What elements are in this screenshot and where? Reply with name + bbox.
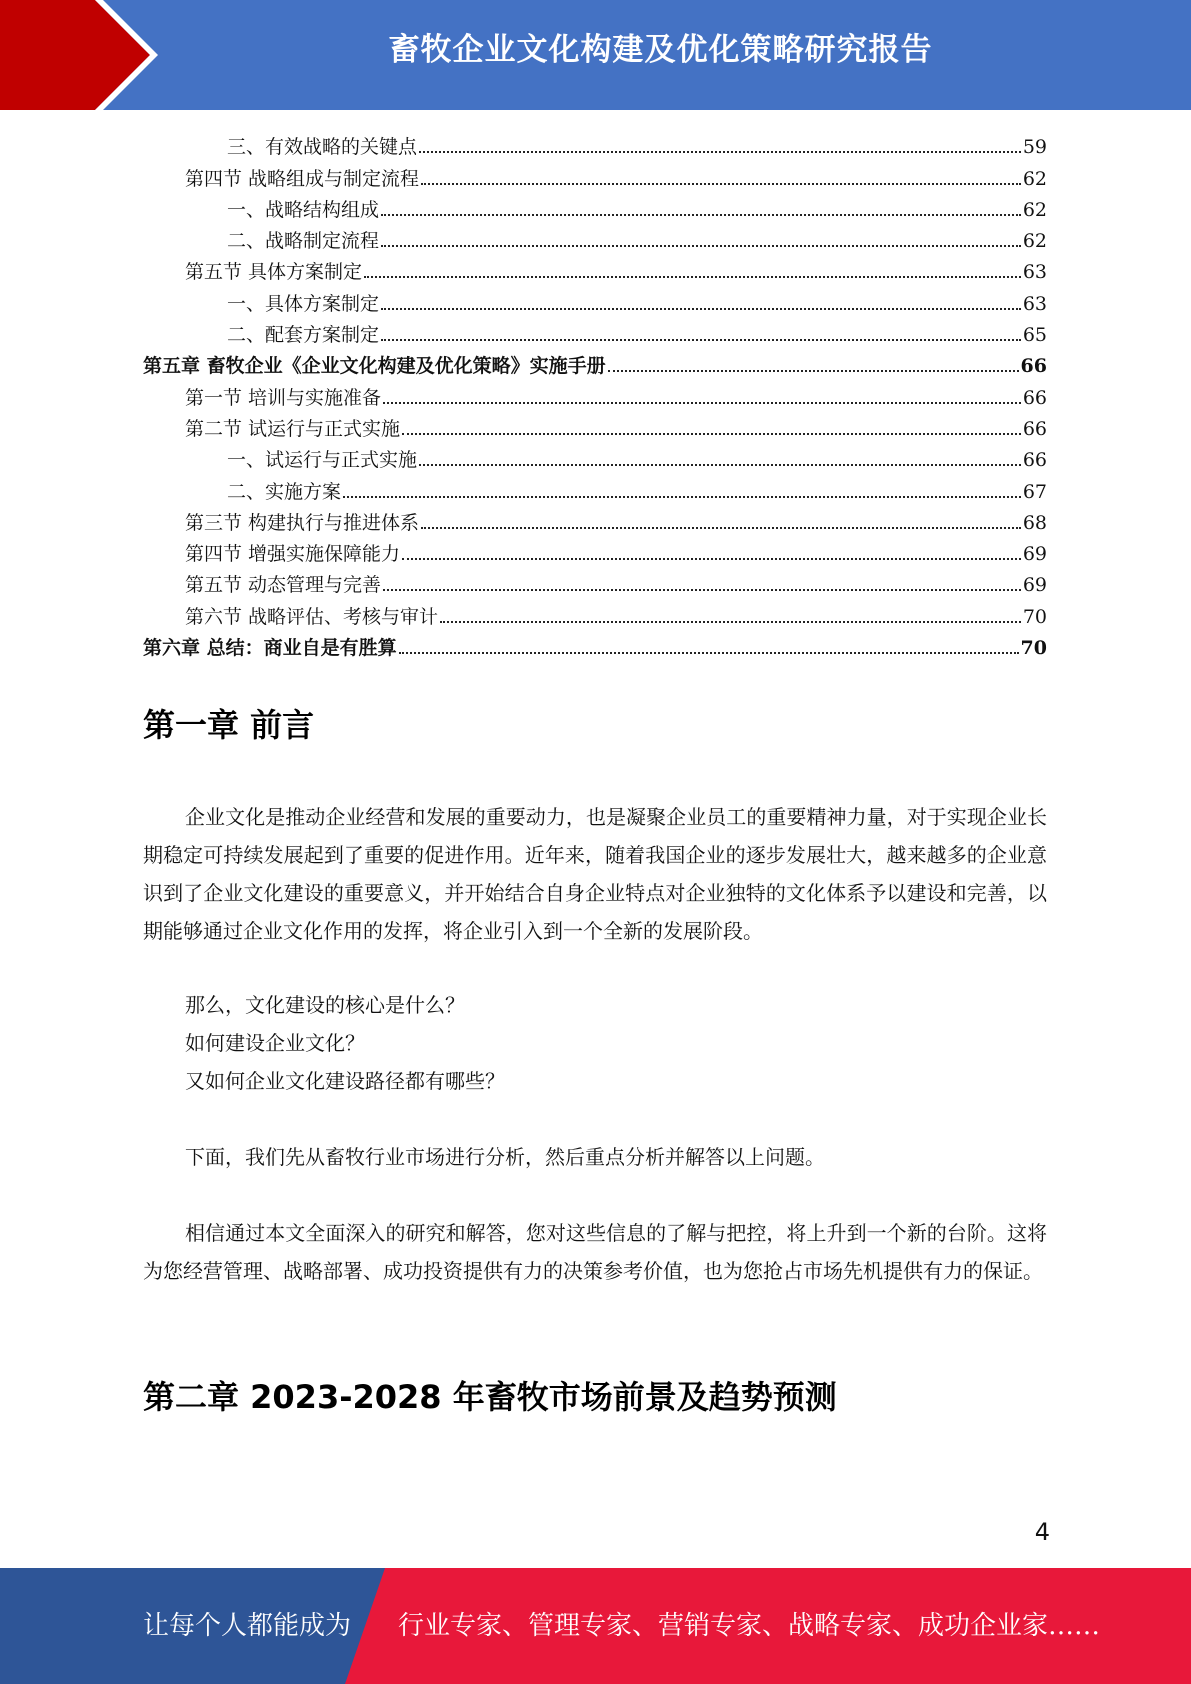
- question-1: 那么，文化建设的核心是什么？: [185, 993, 465, 1017]
- toc-dot-leader: [419, 151, 1021, 153]
- question-2: 如何建设企业文化？: [185, 1031, 365, 1055]
- toc-entry-title: 二、战略制定流程: [227, 230, 380, 253]
- table-of-contents: [143, 128, 1047, 660]
- toc-entry-title: 第五节 具体方案制定: [185, 261, 363, 284]
- toc-entry-title: 一、试运行与正式实施: [227, 449, 418, 472]
- toc-entry[interactable]: [143, 316, 1047, 347]
- toc-entry-page: 62: [1022, 230, 1047, 253]
- toc-entry-page: 62: [1022, 167, 1047, 190]
- chapter-1-heading: 第一章 前言: [143, 706, 315, 744]
- toc-entry[interactable]: [143, 441, 1047, 472]
- toc-entry-title: 第五章 畜牧企业《企业文化构建及优化策略》实施手册: [143, 355, 606, 378]
- toc-entry-title: 第四节 战略组成与制定流程: [185, 167, 420, 190]
- toc-entry-title: 一、具体方案制定: [227, 292, 380, 315]
- chapter-2-heading: 第二章 2023-2028 年畜牧市场前景及趋势预测: [143, 1378, 837, 1416]
- toc-dot-leader: [343, 496, 1021, 498]
- toc-entry-page: 63: [1022, 292, 1047, 315]
- toc-entry-title: 第四节 增强实施保障能力: [185, 543, 401, 566]
- toc-dot-leader: [381, 245, 1021, 247]
- toc-dot-leader: [381, 214, 1021, 216]
- toc-entry-title: 第五节 动态管理与完善: [185, 574, 382, 597]
- toc-entry-page: 70: [1022, 605, 1047, 628]
- toc-entry-title: 第一节 培训与实施准备: [185, 386, 382, 409]
- toc-entry[interactable]: [143, 284, 1047, 315]
- page-number: 4: [1034, 1518, 1050, 1546]
- closing-paragraph: 相信通过本文全面深入的研究和解答，您对这些信息的了解与把控，将上升到一个新的台阶。这将为您经营管理、战略部署、成功投资提供有力的决策参考价值，也为您抢占市场先机提供有力的保证。: [143, 1221, 1047, 1283]
- header-title: 畜牧企业文化构建及优化策略研究报告: [388, 32, 933, 68]
- question-3: 又如何企业文化建设路径都有哪些？: [185, 1069, 505, 1093]
- toc-entry-title: 第六章 总结：商业自是有胜算: [143, 637, 397, 660]
- toc-entry[interactable]: [143, 566, 1047, 597]
- toc-dot-leader: [383, 589, 1021, 591]
- toc-dot-leader: [364, 276, 1021, 278]
- toc-entry-title: 二、实施方案: [227, 480, 342, 503]
- toc-entry-page: 66: [1022, 449, 1047, 472]
- toc-entry-page: 63: [1022, 261, 1047, 284]
- toc-entry[interactable]: [143, 597, 1047, 628]
- toc-entry[interactable]: [143, 253, 1047, 284]
- toc-entry[interactable]: [143, 159, 1047, 190]
- toc-entry[interactable]: [143, 472, 1047, 503]
- toc-entry-page: 69: [1022, 574, 1047, 597]
- toc-entry[interactable]: [143, 535, 1047, 566]
- toc-dot-leader: [419, 464, 1021, 466]
- toc-entry-title: 一、战略结构组成: [227, 198, 380, 221]
- intro-paragraph: 企业文化是推动企业经营和发展的重要动力，也是凝聚企业员工的重要精神力量，对于实现企业长期稳定可持续发展起到了重要的促进作用。近年来，随着我国企业的逐步发展壮大，越来越多的企业意识到了企业文化建设的重要意义，并开始结合自身企业特点对企业独特的文化体系予以建设和完善，以期能够通过企业文化作用的发挥，将企业引入到一个全新的发展阶段。: [143, 805, 1047, 943]
- toc-dot-leader: [608, 370, 1019, 372]
- toc-entry-page: 59: [1022, 136, 1047, 159]
- analysis-paragraph: 下面，我们先从畜牧行业市场进行分析，然后重点分析并解答以上问题。: [185, 1145, 825, 1169]
- toc-dot-leader: [399, 652, 1019, 654]
- toc-entry-title: 三、有效战略的关键点: [227, 136, 418, 159]
- toc-entry-page: 66: [1022, 386, 1047, 409]
- toc-entry[interactable]: [143, 222, 1047, 253]
- toc-entry-title: 第三节 构建执行与推进体系: [185, 511, 420, 534]
- toc-entry[interactable]: [143, 191, 1047, 222]
- page-header: [0, 0, 1191, 110]
- toc-dot-leader: [440, 621, 1021, 623]
- toc-entry[interactable]: [143, 378, 1047, 409]
- toc-dot-leader: [421, 183, 1021, 185]
- toc-dot-leader: [381, 339, 1021, 341]
- footer-slogan-left: 让每个人都能成为: [143, 1611, 352, 1641]
- toc-entry[interactable]: [143, 504, 1047, 535]
- toc-entry-page: 67: [1022, 480, 1047, 503]
- toc-entry-page: 69: [1022, 543, 1047, 566]
- toc-entry-page: 65: [1022, 324, 1047, 347]
- footer-slogan-right: 行业专家、管理专家、营销专家、战略专家、成功企业家……: [398, 1611, 1101, 1641]
- toc-entry-page: 68: [1022, 511, 1047, 534]
- toc-entry[interactable]: [143, 629, 1047, 660]
- toc-entry[interactable]: [143, 410, 1047, 441]
- toc-entry-page: 70: [1020, 637, 1047, 660]
- toc-dot-leader: [381, 308, 1021, 310]
- toc-entry-page: 66: [1020, 355, 1047, 378]
- toc-dot-leader: [402, 558, 1021, 560]
- toc-entry[interactable]: [143, 128, 1047, 159]
- toc-entry-page: 62: [1022, 198, 1047, 221]
- toc-entry-page: 66: [1022, 417, 1047, 440]
- toc-dot-leader: [402, 433, 1021, 435]
- toc-entry[interactable]: [143, 347, 1047, 378]
- toc-dot-leader: [421, 527, 1021, 529]
- page-footer: [0, 1568, 1191, 1684]
- toc-dot-leader: [383, 402, 1021, 404]
- toc-entry-title: 第二节 试运行与正式实施: [185, 417, 401, 440]
- toc-entry-title: 第六节 战略评估、考核与审计: [185, 605, 439, 628]
- toc-entry-title: 二、配套方案制定: [227, 324, 380, 347]
